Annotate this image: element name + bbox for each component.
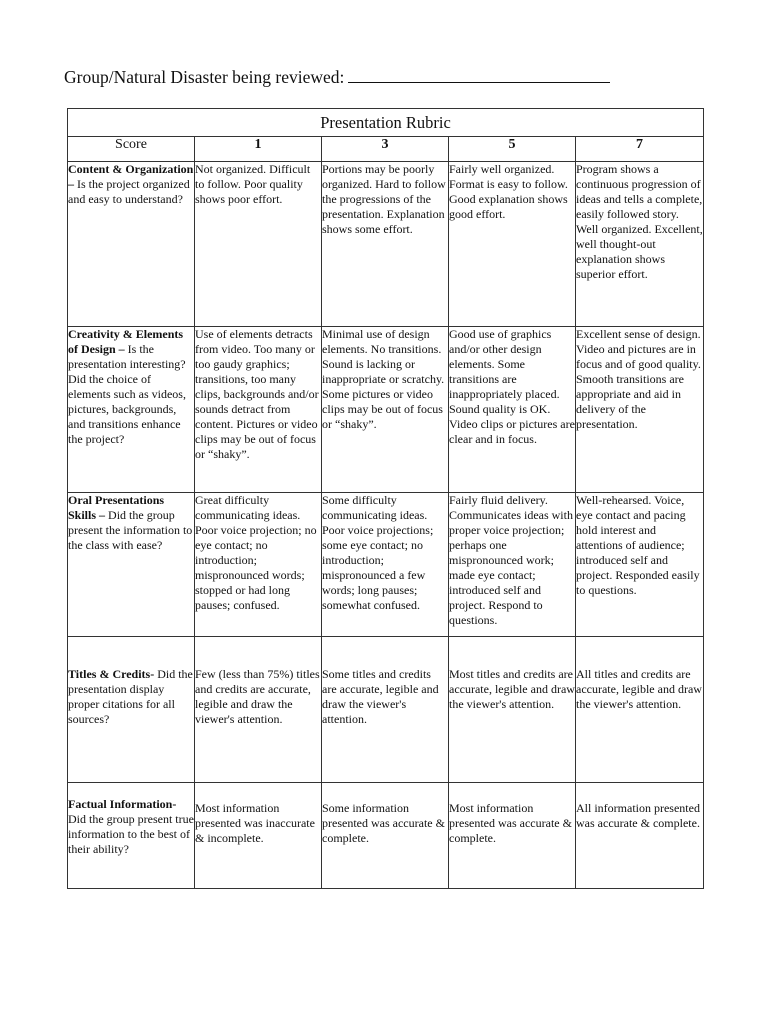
- score-level-1: 1: [195, 137, 322, 162]
- level-3-description: Some difficulty communicating ideas. Poor voice projections; some eye contact; no introduction; mispronounced a few words; long pauses; somewhat confused.: [322, 493, 449, 637]
- criterion-question: Did the presentation display proper citations for all sources?: [68, 667, 193, 726]
- criterion-question: Is the project organized and easy to understand?: [68, 177, 190, 206]
- rubric-title-row: [68, 109, 704, 137]
- criterion-cell: [68, 783, 195, 889]
- review-header: [64, 66, 610, 88]
- review-header-label: Group/Natural Disaster being reviewed:: [64, 67, 345, 87]
- level-7-description: Excellent sense of design. Video and pictures are in focus and of good quality. Smooth transitions are appropriate and aid in delivery of the presentation.: [576, 327, 704, 493]
- level-7-description: All titles and credits are accurate, legible and draw the viewer's attention.: [576, 637, 704, 783]
- criterion-row-content-organization: [68, 162, 704, 327]
- level-7-description: Well-rehearsed. Voice, eye contact and pacing hold interest and attentions of audience; introduced self and project. Responded easily to questions.: [576, 493, 704, 637]
- criterion-cell: [68, 493, 195, 637]
- level-7-description: Program shows a continuous progression of ideas and tells a complete, easily followed story. Well organized. Excellent, well thought-out explanation shows superior effort.: [576, 162, 704, 327]
- level-5-description: Good use of graphics and/or other design elements. Some transitions are inappropriately placed. Sound quality is OK. Video clips or pictures are clear and in focus.: [449, 327, 576, 493]
- criterion-name: Titles & Credits-: [68, 667, 155, 681]
- group-name-blank-line[interactable]: [348, 66, 610, 83]
- criterion-cell: [68, 637, 195, 783]
- criterion-name: Creativity & Elements of Design –: [68, 327, 184, 356]
- level-5-description: Most titles and credits are accurate, legible and draw the viewer's attention.: [449, 637, 576, 783]
- score-level-7: 7: [576, 137, 704, 162]
- level-1-description: Use of elements detracts from video. Too many or too gaudy graphics; transitions, too many clips, backgrounds and/or sounds detract from content. Pictures or video clips may be out of focus or “shaky”.: [195, 327, 322, 493]
- criterion-question: Did the group present true information to the best of their ability?: [68, 812, 194, 856]
- level-1-description: Few (less than 75%) titles and credits are accurate, legible and draw the viewer's attention.: [195, 637, 322, 783]
- criterion-cell: [68, 327, 195, 493]
- level-7-description: All information presented was accurate & complete.: [576, 783, 704, 889]
- level-1-description: Great difficulty communicating ideas. Poor voice projection; no eye contact; no introduction; mispronounced words; stopped or had long pauses; confused.: [195, 493, 322, 637]
- rubric-title: Presentation Rubric: [68, 109, 704, 137]
- criterion-question: Did the group present the information to the class with ease?: [68, 508, 193, 552]
- level-5-description: Fairly fluid delivery. Communicates ideas with proper voice projection; perhaps one mispronounced work; made eye contact; introduced self and project. Respond to questions.: [449, 493, 576, 637]
- presentation-rubric-table: [67, 108, 704, 889]
- score-header-row: [68, 137, 704, 162]
- level-3-description: Some titles and credits are accurate, legible and draw the viewer's attention.: [322, 637, 449, 783]
- level-1-description: Not organized. Difficult to follow. Poor quality shows poor effort.: [195, 162, 322, 327]
- level-5-description: Fairly well organized. Format is easy to follow. Good explanation shows good effort.: [449, 162, 576, 327]
- level-3-description: Minimal use of design elements. No transitions. Sound is lacking or inappropriate or scratchy. Some pictures or video clips may be out of focus or “shaky”.: [322, 327, 449, 493]
- level-5-description: Most information presented was accurate & complete.: [449, 783, 576, 889]
- criterion-row-factual-information: [68, 783, 704, 889]
- score-level-3: 3: [322, 137, 449, 162]
- criterion-question: Is the presentation interesting? Did the choice of elements such as videos, pictures, backgrounds, and transitions enhance the project?: [68, 342, 186, 446]
- score-level-5: 5: [449, 137, 576, 162]
- level-3-description: Portions may be poorly organized. Hard to follow the progressions of the presentation. Explanation shows some effort.: [322, 162, 449, 327]
- criterion-row-titles-credits: [68, 637, 704, 783]
- criterion-row-oral-presentation: [68, 493, 704, 637]
- score-label: Score: [68, 137, 195, 162]
- criterion-name: Content & Organization –: [68, 162, 194, 191]
- criterion-name: Factual Information-: [68, 797, 177, 811]
- criterion-cell: [68, 162, 195, 327]
- level-3-description: Some information presented was accurate & complete.: [322, 783, 449, 889]
- level-1-description: Most information presented was inaccurate & incomplete.: [195, 783, 322, 889]
- criterion-name: Oral Presentations Skills –: [68, 493, 165, 522]
- criterion-row-creativity-design: [68, 327, 704, 493]
